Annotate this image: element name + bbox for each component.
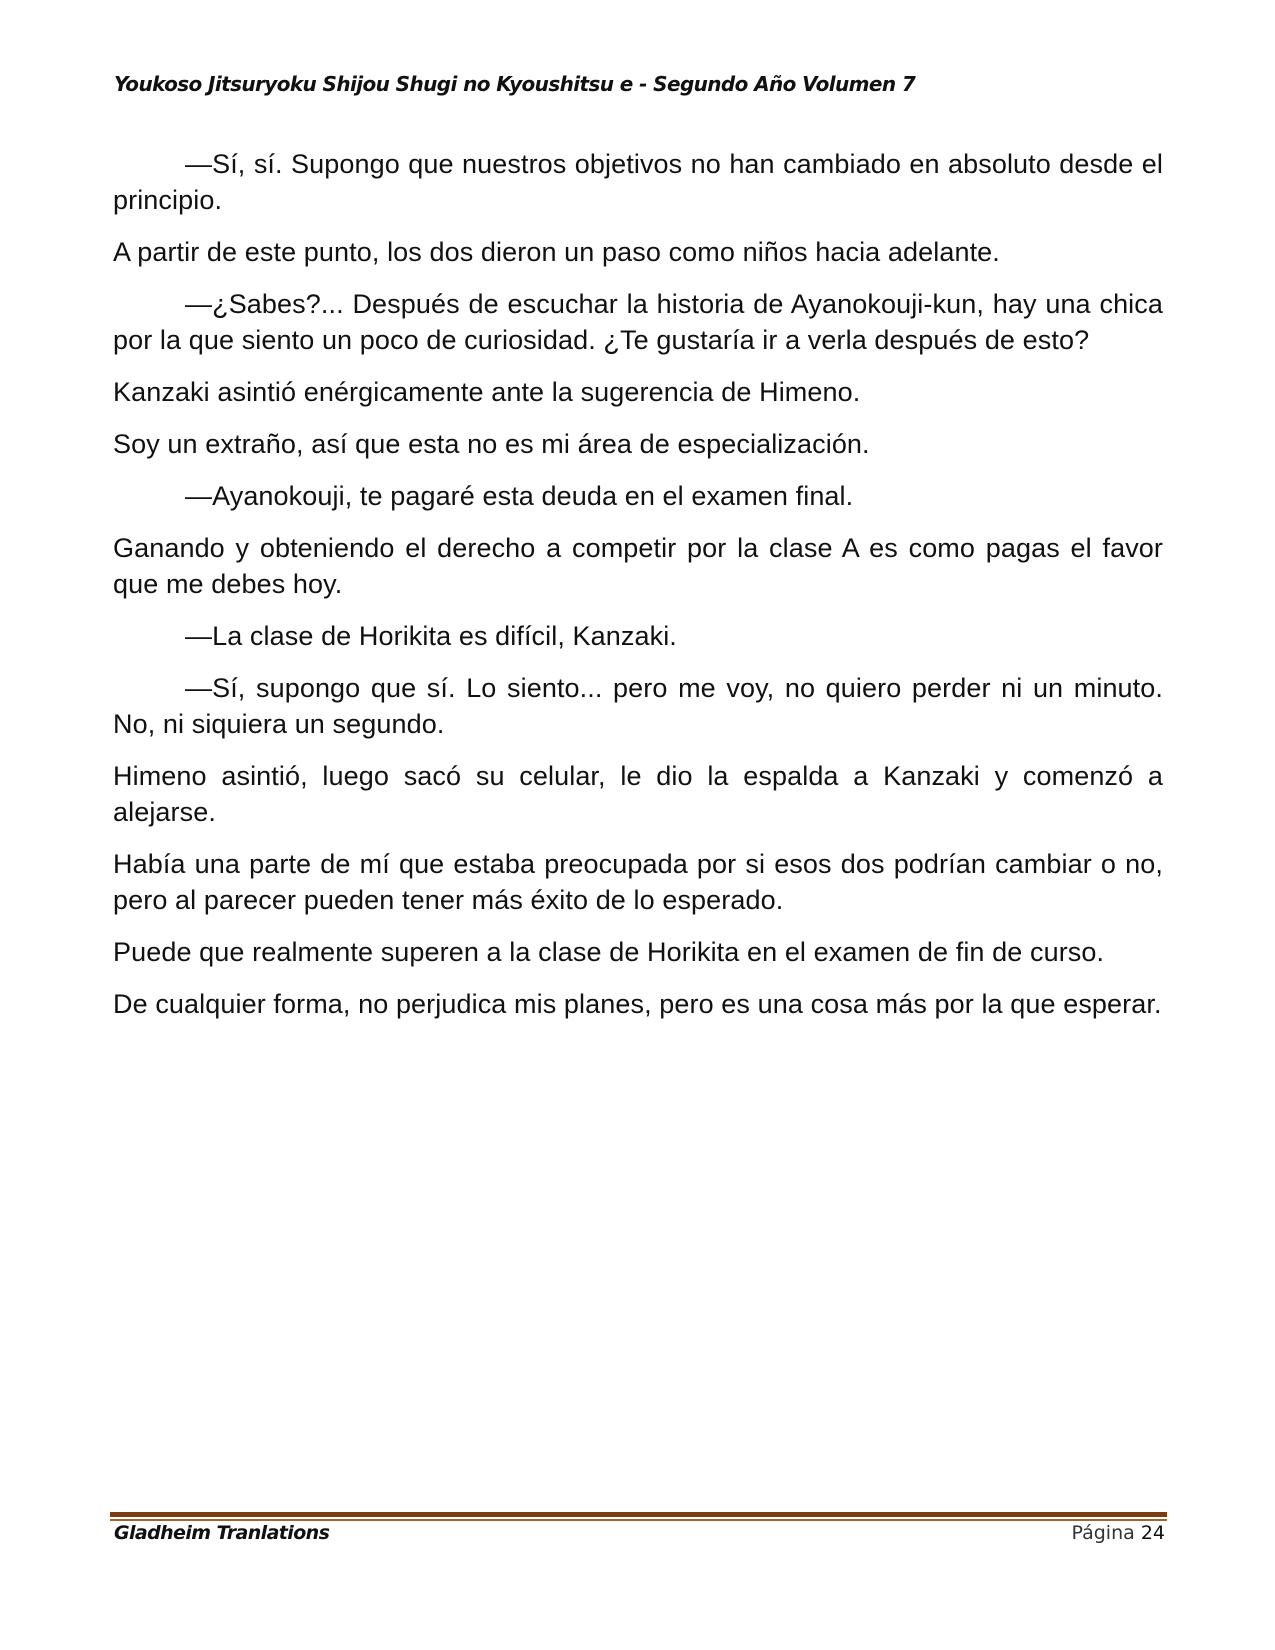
- paragraph-2: A partir de este punto, los dos dieron un paso como niños hacia adelante.: [113, 237, 1000, 267]
- paragraph-7: Ganando y obteniendo el derecho a competir por la clase A es como pagas el favor que me debes hoy.: [113, 533, 1163, 599]
- paragraph-10: Himeno asintió, luego sacó su celular, le dio la espalda a Kanzaki y comenzó a alejarse.: [113, 761, 1163, 827]
- paragraph-6: —Ayanokouji, te pagaré esta deuda en el examen final.: [185, 481, 854, 511]
- paragraph-12: Puede que realmente superen a la clase de Horikita en el examen de fin de curso.: [113, 937, 1105, 967]
- paragraph-13: De cualquier forma, no perjudica mis planes, pero es una cosa más por la que esperar.: [113, 989, 1162, 1019]
- page-number: 24: [1140, 1522, 1165, 1544]
- footer-divider-thin: [110, 1519, 1167, 1521]
- paragraph-3: —¿Sabes?... Después de escuchar la historia de Ayanokouji-kun, hay una chica por la que siento un poco de curiosidad. ¿Te gustaría ir a verla después de esto?: [113, 289, 1163, 355]
- footer-page-indicator: [1071, 1522, 1165, 1544]
- page-header-title: Youkoso Jitsuryoku Shijou Shugi no Kyoushitsu e - Segundo Año Volumen 7: [114, 72, 916, 96]
- footer-divider: [110, 1512, 1167, 1521]
- paragraph-8: —La clase de Horikita es difícil, Kanzaki.: [185, 621, 677, 651]
- paragraph-5: Soy un extraño, así que esta no es mi área de especialización.: [113, 429, 870, 459]
- paragraph-1: —Sí, sí. Supongo que nuestros objetivos no han cambiado en absoluto desde el principio.: [113, 149, 1163, 215]
- footer-translator-credit: Gladheim Tranlations: [114, 1522, 330, 1544]
- paragraph-11: Había una parte de mí que estaba preocupada por si esos dos podrían cambiar o no, pero al parecer pueden tener más éxito de lo esperado.: [113, 849, 1163, 915]
- paragraph-4: Kanzaki asintió enérgicamente ante la sugerencia de Himeno.: [113, 377, 861, 407]
- page-label: Página: [1071, 1522, 1135, 1544]
- paragraph-9: —Sí, supongo que sí. Lo siento... pero me voy, no quiero perder ni un minuto. No, ni siquiera un segundo.: [113, 673, 1163, 739]
- document-body: [113, 146, 1163, 1038]
